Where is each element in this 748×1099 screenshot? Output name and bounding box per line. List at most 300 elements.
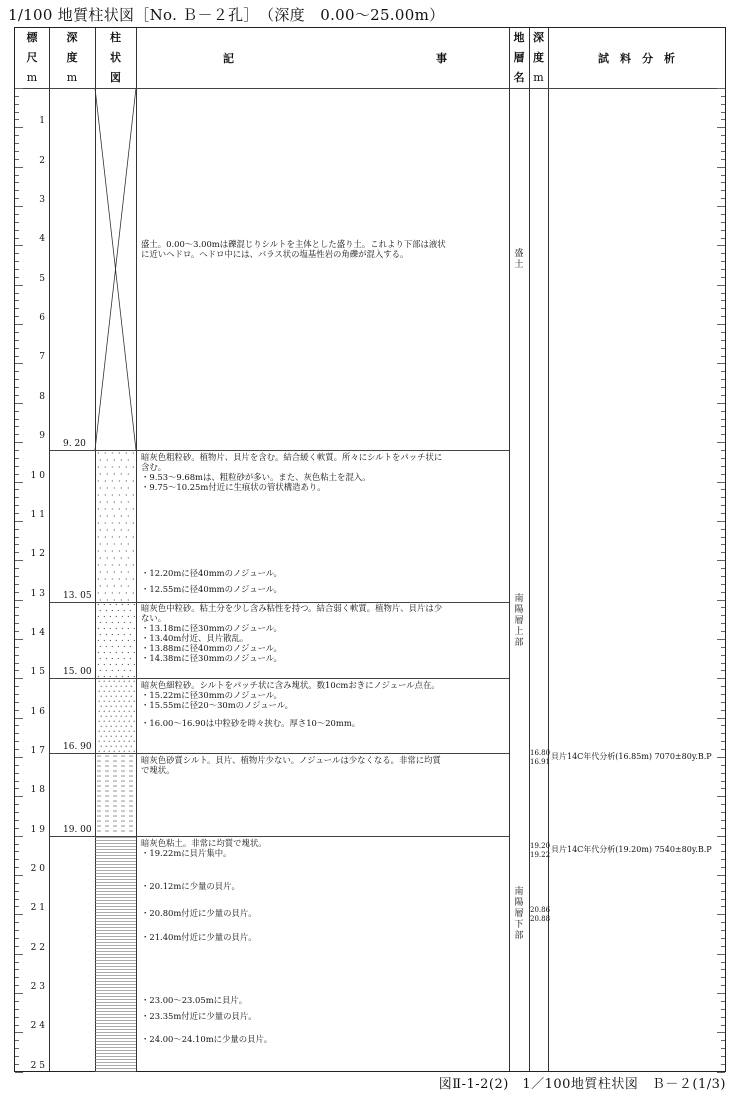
header-scale-2: 尺 bbox=[26, 51, 38, 64]
scale-tick bbox=[15, 167, 23, 168]
sample-analysis: 貝片14C年代分析(16.85m) 7070±80y.B.P bbox=[551, 752, 712, 762]
layer-depth-label: 9. 20 bbox=[63, 439, 86, 450]
description-note bbox=[141, 1034, 272, 1044]
description-line: ・16.00～16.90は中粒砂を時々挟む。厚さ10～20mm。 bbox=[141, 717, 361, 728]
strata-fill bbox=[95, 88, 136, 450]
scale-tick bbox=[15, 96, 19, 97]
scale-tick bbox=[15, 804, 19, 805]
analysis-tick bbox=[721, 426, 725, 427]
scale-tick bbox=[15, 1048, 19, 1049]
description-note bbox=[141, 881, 240, 891]
analysis-tick bbox=[721, 725, 725, 726]
header-sample-depth-1: 深 bbox=[533, 31, 544, 44]
scale-tick bbox=[15, 466, 19, 467]
scale-label: 1 8 bbox=[30, 785, 45, 796]
description-line: ・20.12mに少量の貝片。 bbox=[141, 880, 240, 891]
scale-label: 1 4 bbox=[30, 627, 45, 638]
description-note bbox=[141, 755, 441, 775]
description-line: ・12.20mに径40mmのノジュール。 bbox=[141, 568, 282, 579]
analysis-tick bbox=[721, 946, 725, 947]
analysis-tick bbox=[721, 159, 725, 160]
scale-label: 1 5 bbox=[30, 667, 45, 678]
analysis-tick bbox=[721, 647, 725, 648]
analysis-tick bbox=[721, 474, 725, 475]
scale-label: 3 bbox=[39, 195, 45, 206]
scale-tick bbox=[15, 300, 19, 301]
analysis-tick bbox=[721, 1017, 725, 1018]
scale-tick bbox=[15, 725, 19, 726]
analysis-tick bbox=[721, 269, 725, 270]
analysis-tick bbox=[717, 324, 725, 325]
scale-tick bbox=[15, 505, 19, 506]
analysis-tick bbox=[721, 198, 725, 199]
analysis-tick bbox=[721, 253, 725, 254]
description-line: ・21.40m付近に少量の貝片。 bbox=[141, 932, 257, 943]
scale-tick bbox=[15, 419, 19, 420]
analysis-tick bbox=[721, 513, 725, 514]
analysis-tick bbox=[721, 182, 725, 183]
analysis-tick bbox=[721, 261, 725, 262]
scale-label: 1 bbox=[39, 116, 45, 127]
scale-label: 2 5 bbox=[30, 1060, 45, 1071]
analysis-tick bbox=[717, 442, 725, 443]
description-line: ・15.22mに径30mmのノジュール。 bbox=[141, 690, 282, 701]
scale-label: 9 bbox=[39, 431, 45, 442]
analysis-tick bbox=[721, 568, 725, 569]
analysis-tick bbox=[717, 127, 725, 128]
scale-tick bbox=[15, 584, 19, 585]
scale-tick bbox=[15, 348, 19, 349]
scale-label: 2 bbox=[39, 155, 45, 166]
analysis-tick bbox=[721, 340, 725, 341]
scale-tick bbox=[15, 836, 23, 837]
analysis-tick bbox=[721, 119, 725, 120]
scale-tick bbox=[15, 411, 19, 412]
scale-tick bbox=[15, 765, 19, 766]
layer-boundary bbox=[49, 602, 509, 603]
analysis-tick bbox=[717, 757, 725, 758]
analysis-tick bbox=[721, 489, 725, 490]
description-line: ・20.80m付近に少量の貝片。 bbox=[141, 908, 257, 919]
description-note bbox=[141, 838, 267, 858]
description-line: ・13.88mに径40mmのノジュール。 bbox=[141, 643, 282, 654]
scale-tick bbox=[15, 607, 19, 608]
scale-tick bbox=[15, 387, 19, 388]
divider-scale bbox=[49, 28, 50, 1071]
analysis-tick bbox=[721, 765, 725, 766]
header-sample-depth-2: 度 bbox=[533, 51, 544, 64]
scale-tick bbox=[15, 143, 19, 144]
description-line: ・23.35m付近に少量の貝片。 bbox=[141, 1010, 257, 1021]
scale-tick bbox=[15, 285, 23, 286]
analysis-tick bbox=[721, 190, 725, 191]
scale-label: 1 3 bbox=[30, 588, 45, 599]
analysis-tick bbox=[721, 615, 725, 616]
analysis-tick bbox=[721, 1009, 725, 1010]
header-scale-1: 標 bbox=[26, 31, 38, 44]
analysis-tick bbox=[717, 560, 725, 561]
scale-label: 7 bbox=[39, 352, 45, 363]
scale-tick bbox=[15, 615, 19, 616]
sample-depth: 19.20 bbox=[530, 841, 551, 850]
strata-clay bbox=[95, 838, 136, 1072]
scale-tick bbox=[15, 112, 19, 113]
analysis-tick bbox=[721, 576, 725, 577]
description-line: ・19.22mに貝片集中。 bbox=[141, 847, 232, 858]
scale-tick bbox=[15, 741, 19, 742]
scale-tick bbox=[15, 600, 23, 601]
header-column-1: 柱 bbox=[110, 31, 121, 44]
scale-tick bbox=[15, 954, 23, 955]
description-note bbox=[141, 239, 446, 259]
scale-tick bbox=[15, 686, 19, 687]
analysis-tick bbox=[721, 1040, 725, 1041]
strata-coarse-sand bbox=[98, 452, 134, 600]
analysis-tick bbox=[721, 387, 725, 388]
analysis-tick bbox=[721, 104, 725, 105]
analysis-tick bbox=[721, 348, 725, 349]
scale-tick bbox=[15, 379, 19, 380]
strata-column bbox=[95, 88, 136, 1072]
description-line: ・9.75～10.25m付近に生痕状の管状構造あり。 bbox=[141, 481, 326, 492]
header-depth-1: 深 bbox=[66, 31, 78, 44]
layer-boundary bbox=[49, 753, 509, 754]
scale-tick bbox=[15, 733, 19, 734]
analysis-tick bbox=[721, 977, 725, 978]
header-scale-3: m bbox=[26, 71, 38, 84]
scale-tick bbox=[15, 1056, 19, 1057]
analysis-tick bbox=[721, 356, 725, 357]
header-scale bbox=[15, 28, 49, 88]
analysis-tick bbox=[717, 796, 725, 797]
scale-tick bbox=[15, 88, 23, 89]
scale-tick bbox=[15, 773, 19, 774]
analysis-tick bbox=[721, 985, 725, 986]
scale-tick bbox=[15, 1032, 23, 1033]
analysis-tick bbox=[717, 521, 725, 522]
analysis-tick bbox=[721, 867, 725, 868]
sample-depth: 20.86 bbox=[530, 906, 551, 915]
analysis-tick bbox=[721, 371, 725, 372]
header-depth bbox=[49, 28, 95, 88]
scale-tick bbox=[15, 458, 19, 459]
analysis-tick bbox=[721, 694, 725, 695]
analysis-tick bbox=[717, 600, 725, 601]
analysis-tick bbox=[721, 710, 725, 711]
description-line: 暗灰色粘土。非常に均質で塊状。 bbox=[141, 837, 267, 848]
analysis-tick bbox=[721, 112, 725, 113]
description-line: 暗灰色砂質シルト。貝片、植物片少ない。ノジュールは少なくなる。非常に均質 bbox=[141, 754, 441, 765]
scale-tick bbox=[15, 702, 19, 703]
analysis-tick bbox=[721, 434, 725, 435]
analysis-tick bbox=[721, 419, 725, 420]
analysis-tick bbox=[721, 379, 725, 380]
analysis-tick bbox=[721, 1064, 725, 1065]
header-column bbox=[95, 28, 136, 88]
scale-label: 1 2 bbox=[30, 549, 45, 560]
description-line: 暗灰色中粒砂。粘土分を少し含み粘性を持つ。結合弱く軟質。植物片、貝片は少 bbox=[141, 603, 443, 614]
layer-boundary bbox=[49, 678, 509, 679]
scale-tick bbox=[15, 1072, 23, 1073]
scale-tick bbox=[15, 694, 19, 695]
scale-tick bbox=[15, 214, 19, 215]
analysis-tick bbox=[717, 836, 725, 837]
scale-tick bbox=[15, 655, 19, 656]
scale-tick bbox=[15, 175, 19, 176]
analysis-tick bbox=[721, 788, 725, 789]
analysis-tick bbox=[721, 552, 725, 553]
analysis-tick bbox=[721, 497, 725, 498]
analysis-tick bbox=[721, 655, 725, 656]
scale-label: 2 4 bbox=[30, 1021, 45, 1032]
description-line: ・9.53～9.68mは、粗粒砂が多い。また、灰色粘土を混入。 bbox=[141, 471, 371, 482]
scale-tick bbox=[15, 521, 23, 522]
analysis-tick bbox=[721, 505, 725, 506]
analysis-tick bbox=[717, 678, 725, 679]
scale-tick bbox=[15, 222, 19, 223]
header-sample-depth-3: m bbox=[533, 71, 544, 84]
analysis-tick bbox=[721, 143, 725, 144]
scale-tick bbox=[15, 568, 19, 569]
analysis-tick bbox=[721, 175, 725, 176]
scale-label: 8 bbox=[39, 391, 45, 402]
description-note bbox=[141, 584, 282, 594]
description-note bbox=[141, 452, 442, 492]
analysis-tick bbox=[721, 1048, 725, 1049]
analysis-tick bbox=[721, 844, 725, 845]
analysis-tick bbox=[721, 773, 725, 774]
header-sample-depth bbox=[529, 28, 548, 88]
analysis-tick bbox=[721, 969, 725, 970]
analysis-tick bbox=[717, 88, 725, 89]
scale-tick bbox=[15, 883, 19, 884]
scale-tick bbox=[15, 891, 19, 892]
analysis-tick bbox=[721, 458, 725, 459]
analysis-tick bbox=[721, 891, 725, 892]
description-line: ・14.38mに径30mmのノジュール。 bbox=[141, 653, 282, 664]
scale-label: 1 6 bbox=[30, 706, 45, 717]
header-formation bbox=[509, 28, 529, 88]
analysis-tick bbox=[717, 875, 725, 876]
analysis-tick bbox=[721, 151, 725, 152]
description-note bbox=[141, 568, 282, 578]
scale-tick bbox=[15, 544, 19, 545]
scale-tick bbox=[15, 639, 23, 640]
description-line: ・13.40m付近、貝片散乱。 bbox=[141, 633, 249, 644]
description-line: 盛土。0.00～3.00mは礫混じりシルトを主体とした盛り土。これより下部は液状 bbox=[141, 239, 446, 250]
analysis-tick bbox=[721, 214, 725, 215]
analysis-tick bbox=[717, 1032, 725, 1033]
boring-log-table bbox=[14, 27, 726, 1072]
analysis-tick bbox=[721, 222, 725, 223]
analysis-tick bbox=[721, 584, 725, 585]
scale-tick bbox=[15, 757, 23, 758]
analysis-tick bbox=[721, 741, 725, 742]
analysis-tick bbox=[721, 922, 725, 923]
scale-tick bbox=[15, 623, 19, 624]
analysis-tick bbox=[721, 537, 725, 538]
scale-label: 1 9 bbox=[30, 824, 45, 835]
scale-label: 2 0 bbox=[30, 864, 45, 874]
analysis-tick bbox=[721, 395, 725, 396]
analysis-tick bbox=[721, 592, 725, 593]
analysis-tick bbox=[721, 812, 725, 813]
analysis-tick bbox=[721, 411, 725, 412]
analysis-tick bbox=[717, 363, 725, 364]
scale-tick bbox=[15, 930, 19, 931]
scale-tick bbox=[15, 875, 23, 876]
analysis-tick bbox=[721, 316, 725, 317]
analysis-tick bbox=[717, 718, 725, 719]
scale-tick bbox=[15, 426, 19, 427]
layer-boundary bbox=[49, 450, 509, 451]
analysis-tick bbox=[721, 623, 725, 624]
scale-tick bbox=[15, 363, 23, 364]
scale-tick bbox=[15, 796, 23, 797]
analysis-tick bbox=[721, 1056, 725, 1057]
analysis-tick bbox=[721, 702, 725, 703]
header-column-3: 図 bbox=[110, 71, 121, 84]
header-formation-1: 地 bbox=[513, 31, 525, 44]
scale-tick bbox=[15, 442, 23, 443]
description-note bbox=[141, 718, 360, 728]
analysis-tick bbox=[721, 1025, 725, 1026]
layer-depth-label: 16. 90 bbox=[63, 742, 92, 752]
analysis-tick bbox=[721, 607, 725, 608]
analysis-tick bbox=[721, 686, 725, 687]
analysis-tick bbox=[721, 930, 725, 931]
analysis-tick bbox=[721, 781, 725, 782]
description-line: ・15.55mに径20～30mのノジュール。 bbox=[141, 700, 293, 711]
scale-tick bbox=[15, 576, 19, 577]
scale-tick bbox=[15, 269, 19, 270]
scale-tick bbox=[15, 190, 19, 191]
header-analysis: 試 料 分 析 bbox=[598, 52, 675, 65]
scale-tick bbox=[15, 851, 19, 852]
analysis-tick bbox=[721, 332, 725, 333]
strata-silt bbox=[97, 756, 133, 831]
description-note bbox=[141, 908, 257, 918]
scale-tick bbox=[15, 332, 19, 333]
divider-column bbox=[136, 28, 137, 1071]
analysis-tick bbox=[721, 828, 725, 829]
analysis-tick bbox=[721, 544, 725, 545]
analysis-tick bbox=[721, 820, 725, 821]
description-line: で塊状。 bbox=[141, 764, 175, 775]
analysis-tick bbox=[721, 859, 725, 860]
scale-tick bbox=[15, 537, 19, 538]
scale-label: 2 3 bbox=[30, 982, 45, 993]
scale-tick bbox=[15, 1001, 19, 1002]
scale-tick bbox=[15, 529, 19, 530]
scale-tick bbox=[15, 497, 19, 498]
analysis-tick bbox=[721, 962, 725, 963]
description-note bbox=[141, 1011, 257, 1021]
analysis-tick bbox=[721, 733, 725, 734]
divider-description bbox=[509, 28, 510, 1071]
page-title: 1/100 地質柱状図［No. Ｂ－２孔］ （深度 0.00～25.00m） bbox=[8, 6, 445, 24]
formation-name: 南陽層下部 bbox=[514, 886, 524, 941]
analysis-tick bbox=[721, 238, 725, 239]
analysis-tick bbox=[721, 804, 725, 805]
scale-tick bbox=[15, 340, 19, 341]
analysis-tick bbox=[721, 96, 725, 97]
analysis-tick bbox=[717, 914, 725, 915]
description-line: ・23.00～23.05mに貝片。 bbox=[141, 995, 248, 1006]
description-note bbox=[141, 603, 442, 663]
scale-tick bbox=[15, 1017, 19, 1018]
layer-depth-label: 15. 00 bbox=[63, 667, 92, 678]
scale-tick bbox=[15, 127, 23, 128]
header-description-a: 記 bbox=[223, 52, 234, 65]
header-formation-2: 層 bbox=[513, 51, 525, 64]
analysis-tick bbox=[721, 1001, 725, 1002]
analysis-tick bbox=[717, 639, 725, 640]
header-column-2: 状 bbox=[110, 51, 121, 64]
scale-tick bbox=[15, 663, 19, 664]
layer-boundary bbox=[49, 836, 509, 837]
description-line: 暗灰色粗粒砂。植物片、貝片を含む。結合緩く軟質。所々にシルトをパッチ状に bbox=[141, 451, 443, 462]
sample-depth: 16.80 bbox=[530, 749, 551, 758]
analysis-tick bbox=[717, 245, 725, 246]
scale-tick bbox=[15, 993, 23, 994]
header-depth-3: m bbox=[66, 71, 78, 84]
scale-label: 1 0 bbox=[30, 470, 45, 481]
scale-label: 5 bbox=[39, 273, 45, 284]
header-formation-3: 名 bbox=[513, 71, 525, 84]
scale-tick bbox=[15, 253, 19, 254]
analysis-tick bbox=[721, 450, 725, 451]
analysis-tick bbox=[721, 529, 725, 530]
description-note bbox=[141, 680, 440, 710]
description-line: 含む。 bbox=[141, 461, 167, 472]
scale-tick bbox=[15, 371, 19, 372]
scale-tick bbox=[15, 718, 23, 719]
scale-tick bbox=[15, 914, 23, 915]
description-line: に近いヘドロ。ヘドロ中には、バラス状の塩基性岩の角礫が混入する。 bbox=[141, 249, 409, 260]
analysis-tick bbox=[721, 466, 725, 467]
scale-label: 6 bbox=[39, 313, 45, 324]
scale-tick bbox=[15, 560, 23, 561]
scale-tick bbox=[15, 678, 23, 679]
formation-name: 南陽層上部 bbox=[514, 593, 524, 648]
layer-depth-label: 13. 05 bbox=[63, 590, 92, 601]
scale-tick bbox=[15, 206, 23, 207]
scale-tick bbox=[15, 482, 23, 483]
scale-tick bbox=[15, 969, 19, 970]
scale-tick bbox=[15, 293, 19, 294]
analysis-tick bbox=[717, 993, 725, 994]
scale-tick bbox=[15, 1040, 19, 1041]
analysis-tick bbox=[721, 300, 725, 301]
scale-tick bbox=[15, 844, 19, 845]
analysis-tick bbox=[721, 670, 725, 671]
description-line: ・13.18mに径30mmのノジュール。 bbox=[141, 623, 282, 634]
analysis-tick bbox=[721, 293, 725, 294]
analysis-tick bbox=[717, 285, 725, 286]
analysis-tick bbox=[721, 899, 725, 900]
scale-tick bbox=[15, 308, 19, 309]
scale-label: 4 bbox=[39, 234, 45, 245]
scale-label: 2 1 bbox=[30, 903, 45, 914]
formation-name: 盛土 bbox=[514, 249, 524, 271]
scale-tick bbox=[15, 324, 23, 325]
scale-tick bbox=[15, 489, 19, 490]
sample-analysis: 貝片14C年代分析(19.20m) 7540±80y.B.P bbox=[551, 844, 712, 854]
scale-tick bbox=[15, 812, 19, 813]
analysis-tick bbox=[721, 631, 725, 632]
scale-tick bbox=[15, 781, 19, 782]
